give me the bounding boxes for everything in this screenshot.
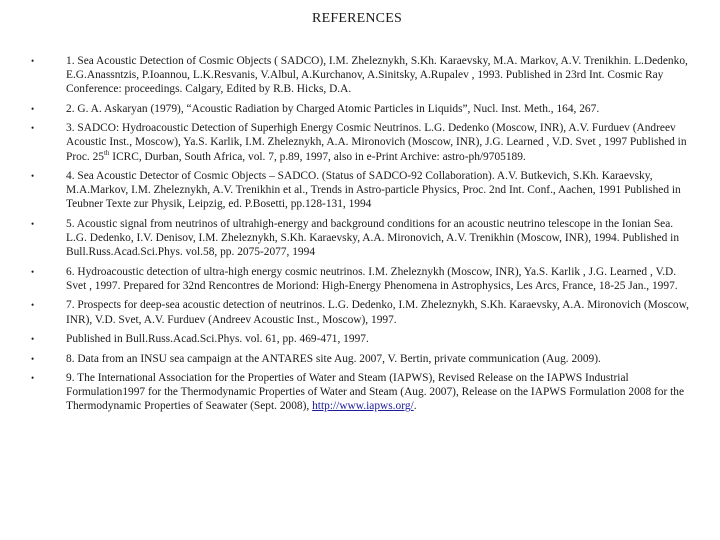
reference-text: 9. The International Association for the Properties of Water and Steam (IAPWS), Revised Release on the IAPWS Industrial Formulation1997 for the Thermodynamic Properties of Water and Steam (Aug. 2007), Release on the IAPWS Formulation 2008 for the Thermodynamic Properties of Seawater (Sept. 2008),: [66, 372, 685, 413]
bullet-icon: •: [31, 103, 35, 114]
bullet-icon: •: [31, 56, 35, 66]
reference-item-8: [31, 332, 691, 346]
bullet-icon: •: [31, 300, 35, 311]
bullet-icon: •: [31, 353, 35, 364]
reference-item-7: [31, 298, 691, 326]
reference-text: 7. Prospects for deep-sea acoustic detection of neutrinos. L.G. Dedenko, I.M. Zheleznykh, S.Kh. Karaevsky, A.A. Mironovich (Moscow, INR), V.D. Svet, A.V. Furduev (Andreev Acoustic Inst., Moscow), 1997.: [66, 299, 689, 326]
reference-item-4: [31, 169, 691, 211]
reference-text: 5. Acoustic signal from neutrinos of ultrahigh-energy and background conditions for an acoustic neutrino telescope in the Ionian Sea. L.G. Dedenko, I.V. Denisov, I.M. Zheleznykh, S.Kh. Karaevsky, A.A. Mironovich, A.V. Trenikhin (Moscow, INR), 1994. Published in Bull.Russ.Acad.Sci.Phys. vol.58, pp. 2075-2077, 1994: [66, 217, 680, 259]
reference-text: 3. SADCO: Hydroacoustic Detection of Superhigh Energy Cosmic Neutrinos. L.G. Dedenko (Moscow, INR), A.V. Furduev (Andreev Acoustic Inst., Moscow), Ya.S. Karlik, I.M. Zheleznykh, A.A. Mironovich (Moscow, INR), J.G. Learned , V.D. Svet , 1997 Published in Proc. 25: [66, 122, 687, 163]
reference-item-10: [31, 371, 691, 413]
reference-item-2: [31, 102, 691, 116]
reference-text: 8. Data from an INSU sea campaign at the ANTARES site Aug. 2007, V. Bertin, private communication (Aug. 2009).: [66, 352, 601, 365]
reference-text: 2. G. A. Askaryan (1979), “Acoustic Radiation by Charged Atomic Particles in Liquids”, Nucl. Inst. Meth., 164, 267.: [66, 102, 600, 115]
bullet-icon: •: [31, 266, 35, 277]
reference-item-3: [31, 121, 691, 163]
reference-text-end: .: [413, 400, 417, 413]
bullet-icon: •: [31, 373, 35, 384]
reference-text: 1. Sea Acoustic Detection of Cosmic Objects ( SADCO), I.M. Zheleznykh, S.Kh. Karaevsky, M.A. Markov, A.V. Trenikhin. L.Dedenko, E.G.Anassntzis, P.Ioannou, L.K.Resvanis, V.Albul, A.Kurchanov, A.Sinitsky, A.Rupalev , 1993. Published in 23rd Int. Cosmic Ray Conference: proceedings. Calgary, Edited by R.B. Hicks, D.A.: [66, 55, 688, 96]
iapws-link[interactable]: http://www.iapws.org/: [312, 400, 414, 413]
reference-text: 6. Hydroacoustic detection of ultra-high energy cosmic neutrinos. I.M. Zheleznykh (Moscow, INR), Ya.S. Karlik , J.G. Learned , V.D. Svet , 1997. Prepared for 32nd Rencontres de Moriond: High-Energy Phenomena in Astrophysics, Les Arcs, France, 18-25 Jan., 1997.: [66, 265, 678, 292]
reference-text: 4. Sea Acoustic Detector of Cosmic Objects – SADCO. (Status of SADCO-92 Collaboration). A.V. Butkevich, S.Kh. Karaevsky, M.A.Markov, I.M. Zheleznykh, A.V. Trenikhin et al., Trends in Astro-particle Physics, Proc. 2nd Int. Conf., Aachen, 1991 Published in Teubner Texte zur Physik, Leipzig, ed. P.Bosetti, pp.128-131, 1994: [66, 170, 681, 211]
bullet-icon: •: [31, 171, 35, 182]
bullet-icon: •: [31, 218, 35, 229]
reference-item-5: [31, 217, 691, 259]
reference-item-9: [31, 352, 691, 366]
superscript: th: [103, 148, 110, 157]
reference-text: Published in Bull.Russ.Acad.Sci.Phys. vol. 61, pp. 469-471, 1997.: [66, 333, 369, 346]
bullet-icon: •: [31, 334, 35, 345]
page-title: REFERENCES: [312, 11, 402, 26]
reference-text-continued: ICRC, Durban, South Africa, vol. 7, p.89, 1997, also in e-Print Archive: astro-ph/9705189.: [109, 150, 526, 163]
reference-list: [31, 54, 691, 419]
bullet-icon: •: [31, 123, 35, 134]
reference-item-6: [31, 265, 691, 293]
reference-item-1: [31, 54, 691, 96]
